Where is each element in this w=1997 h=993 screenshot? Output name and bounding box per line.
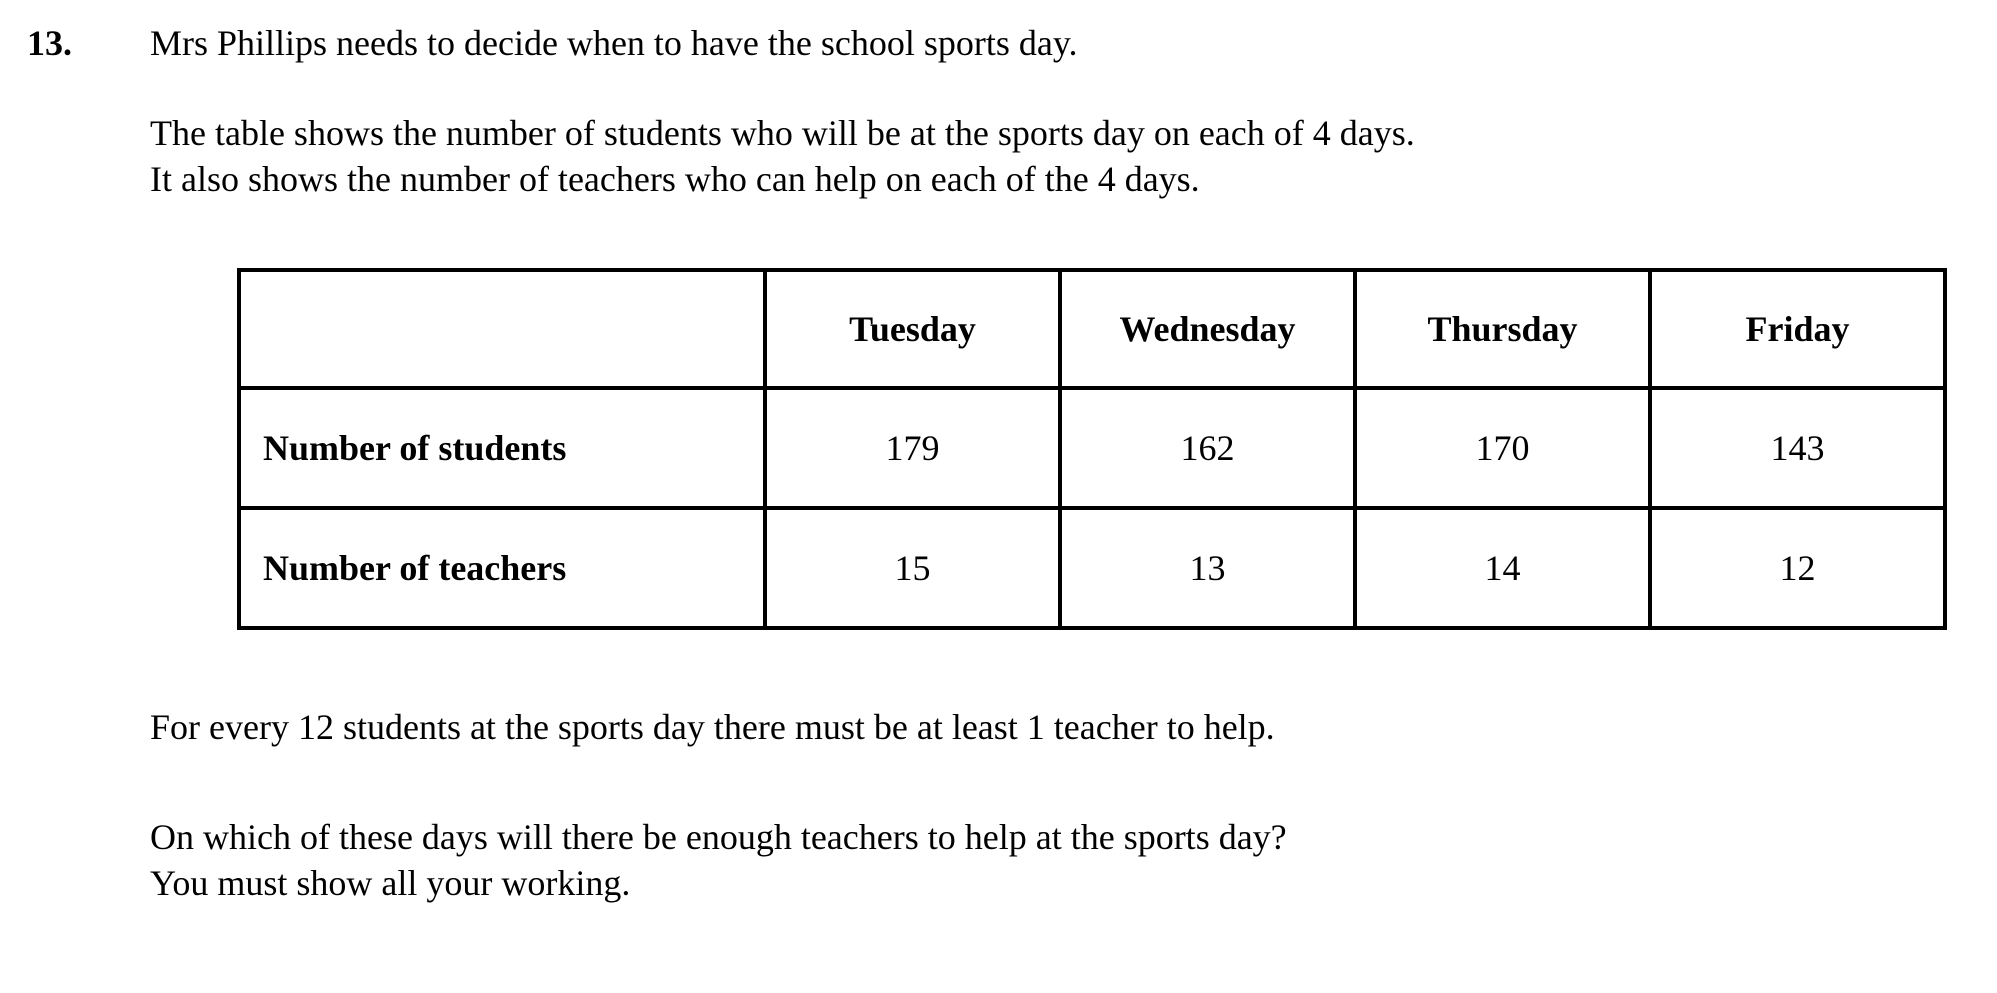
table-header-row: [239, 270, 1945, 388]
question-content: [150, 20, 1957, 906]
table-head: [239, 270, 1945, 388]
table-description: [150, 110, 1957, 202]
teachers-wednesday-value: 13: [1060, 508, 1355, 628]
question-prompt-line1: On which of these days will there be enough teachers to help at the sports day?: [150, 817, 1287, 857]
header-cell-wednesday: Wednesday: [1060, 270, 1355, 388]
table-row-students: [239, 388, 1945, 508]
header-cell-friday: Friday: [1650, 270, 1945, 388]
question-number: 13.: [27, 23, 72, 63]
row-label-students: Number of students: [239, 388, 765, 508]
students-thursday-value: 170: [1355, 388, 1650, 508]
row-label-teachers: Number of teachers: [239, 508, 765, 628]
table-body: [239, 388, 1945, 628]
students-friday-value: 143: [1650, 388, 1945, 508]
teachers-thursday-value: 14: [1355, 508, 1650, 628]
question-prompt: [150, 814, 1957, 906]
students-wednesday-value: 162: [1060, 388, 1355, 508]
table-description-line2: It also shows the number of teachers who can help on each of the 4 days.: [150, 159, 1200, 199]
sports-day-table: [237, 268, 1947, 630]
teachers-friday-value: 12: [1650, 508, 1945, 628]
table-description-line1: The table shows the number of students who will be at the sports day on each of 4 days.: [150, 113, 1415, 153]
header-cell-tuesday: Tuesday: [765, 270, 1060, 388]
table-corner-cell: [239, 270, 765, 388]
table-row-teachers: [239, 508, 1945, 628]
teachers-tuesday-value: 15: [765, 508, 1060, 628]
header-cell-thursday: Thursday: [1355, 270, 1650, 388]
students-tuesday-value: 179: [765, 388, 1060, 508]
intro-text: Mrs Phillips needs to decide when to have the school sports day.: [150, 23, 1078, 63]
condition-text: For every 12 students at the sports day there must be at least 1 teacher to help.: [150, 707, 1275, 747]
question-prompt-line2: You must show all your working.: [150, 863, 631, 903]
